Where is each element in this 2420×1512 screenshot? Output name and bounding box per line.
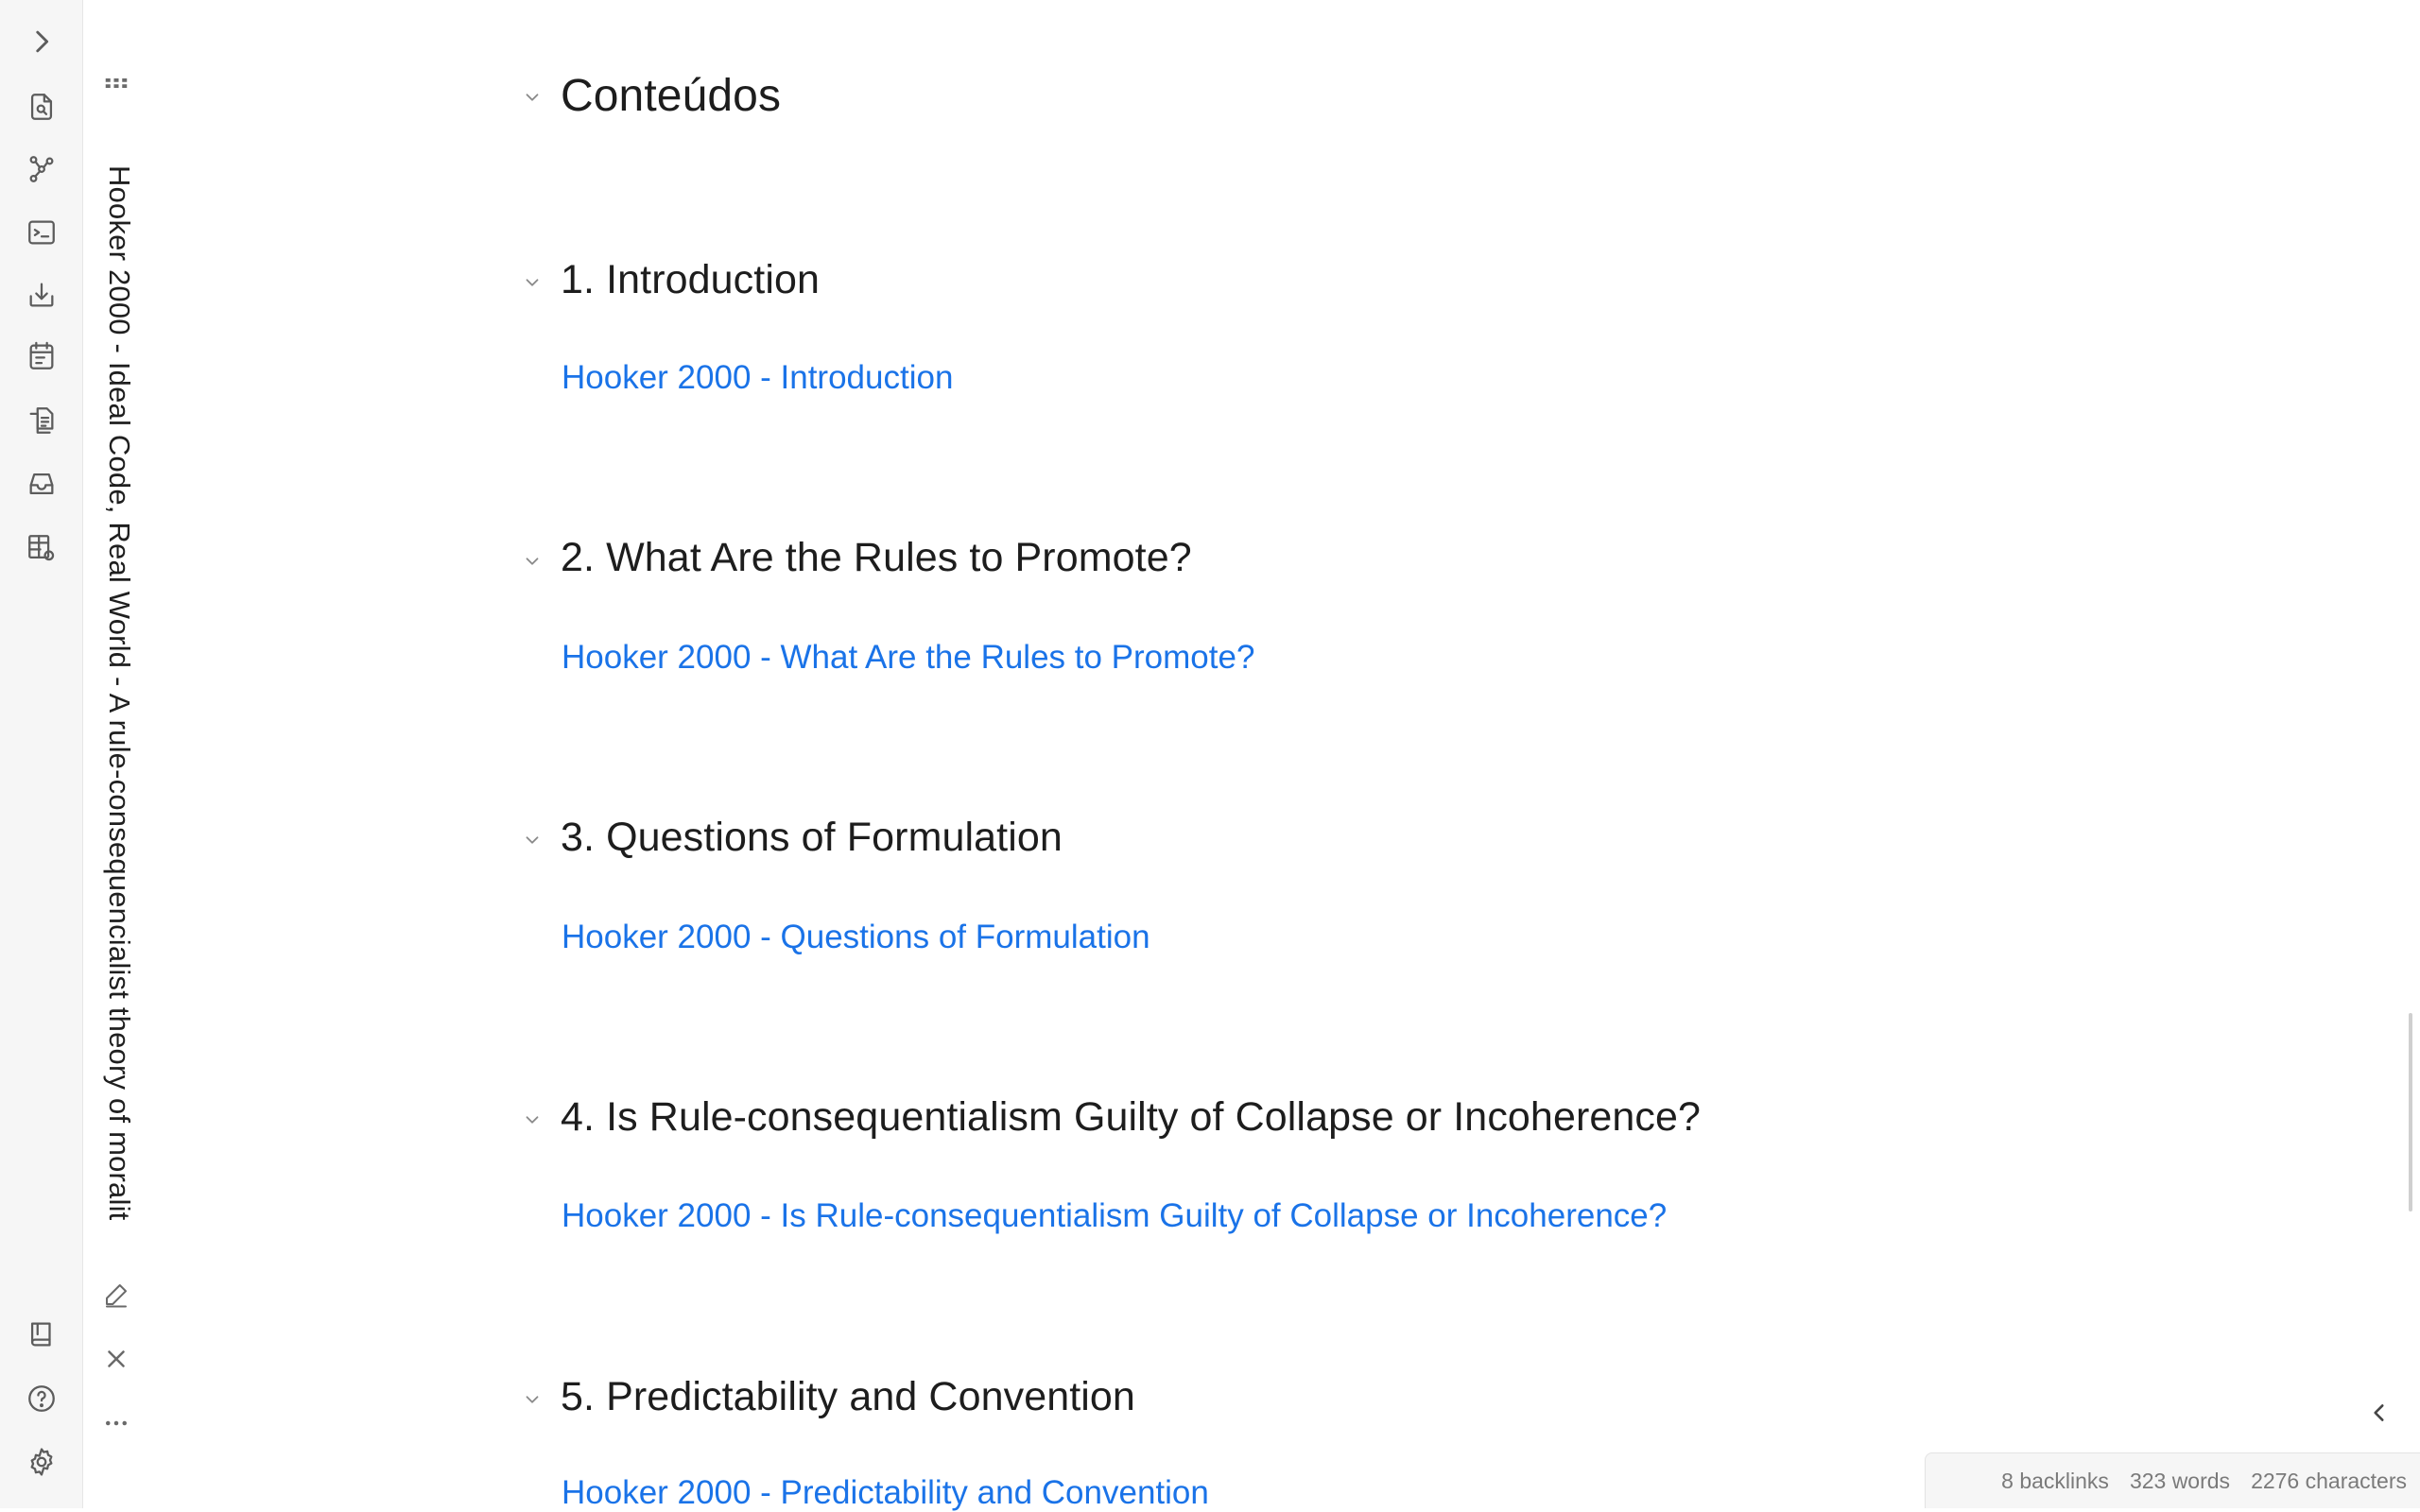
backlinks-count[interactable]: 8 backlinks	[2001, 1468, 2109, 1493]
fold-chevron-down-icon[interactable]	[520, 549, 544, 574]
section-heading: 4. Is Rule-consequentialism Guilty of Collapse or Incoherence?	[561, 1094, 1702, 1140]
main-heading: Conteúdos	[561, 71, 782, 121]
daily-note-icon[interactable]	[21, 335, 62, 377]
settings-gear-icon[interactable]	[21, 1441, 62, 1483]
note-content	[148, 0, 2420, 1511]
section-heading: 5. Predictability and Convention	[561, 1374, 1135, 1419]
internal-link[interactable]: Hooker 2000 - Predictability and Convention	[562, 1474, 1209, 1511]
fold-chevron-down-icon[interactable]	[520, 1387, 544, 1412]
close-tab-icon[interactable]	[95, 1338, 137, 1380]
expand-sidebar-chevron-right-icon[interactable]	[21, 21, 62, 62]
vault-book-icon[interactable]	[21, 1314, 62, 1355]
internal-link[interactable]: Hooker 2000 - Introduction	[562, 359, 954, 396]
table-settings-icon[interactable]	[21, 527, 62, 569]
internal-link[interactable]: Hooker 2000 - What Are the Rules to Promote?	[562, 639, 1255, 676]
internal-link[interactable]: Hooker 2000 - Is Rule-consequentialism Guilty of Collapse or Incoherence?	[562, 1197, 1668, 1234]
section-heading: 3. Questions of Formulation	[561, 815, 1063, 860]
expand-right-sidebar-chevron-left-icon[interactable]	[2363, 1397, 2395, 1429]
help-icon[interactable]	[21, 1378, 62, 1419]
terminal-icon[interactable]	[21, 212, 62, 253]
graph-view-icon[interactable]	[21, 148, 62, 190]
word-count: 323 words	[2129, 1468, 2231, 1493]
fold-chevron-down-icon[interactable]	[520, 85, 544, 110]
inbox-icon[interactable]	[21, 463, 62, 505]
fold-chevron-down-icon[interactable]	[520, 270, 544, 295]
status-bar	[1925, 1452, 2420, 1508]
fold-chevron-down-icon[interactable]	[520, 828, 544, 852]
download-icon[interactable]	[21, 274, 62, 316]
left-ribbon	[0, 0, 83, 1508]
stacked-tab-title[interactable]: Hooker 2000 - Ideal Code, Real World - A rule-consequencialist theory of moralit	[103, 165, 136, 1221]
search-file-icon[interactable]	[21, 86, 62, 128]
fold-chevron-down-icon[interactable]	[520, 1108, 544, 1132]
scrollbar-thumb[interactable]	[2409, 1013, 2412, 1211]
section-heading: 2. What Are the Rules to Promote?	[561, 535, 1192, 580]
more-options-icon[interactable]	[95, 1402, 137, 1444]
tab-grid-menu-icon[interactable]	[95, 62, 137, 104]
edit-pencil-icon[interactable]	[95, 1274, 137, 1315]
section-heading: 1. Introduction	[561, 257, 821, 302]
internal-link[interactable]: Hooker 2000 - Questions of Formulation	[562, 919, 1150, 955]
character-count: 2276 characters	[2251, 1468, 2407, 1493]
templates-icon[interactable]	[21, 400, 62, 441]
